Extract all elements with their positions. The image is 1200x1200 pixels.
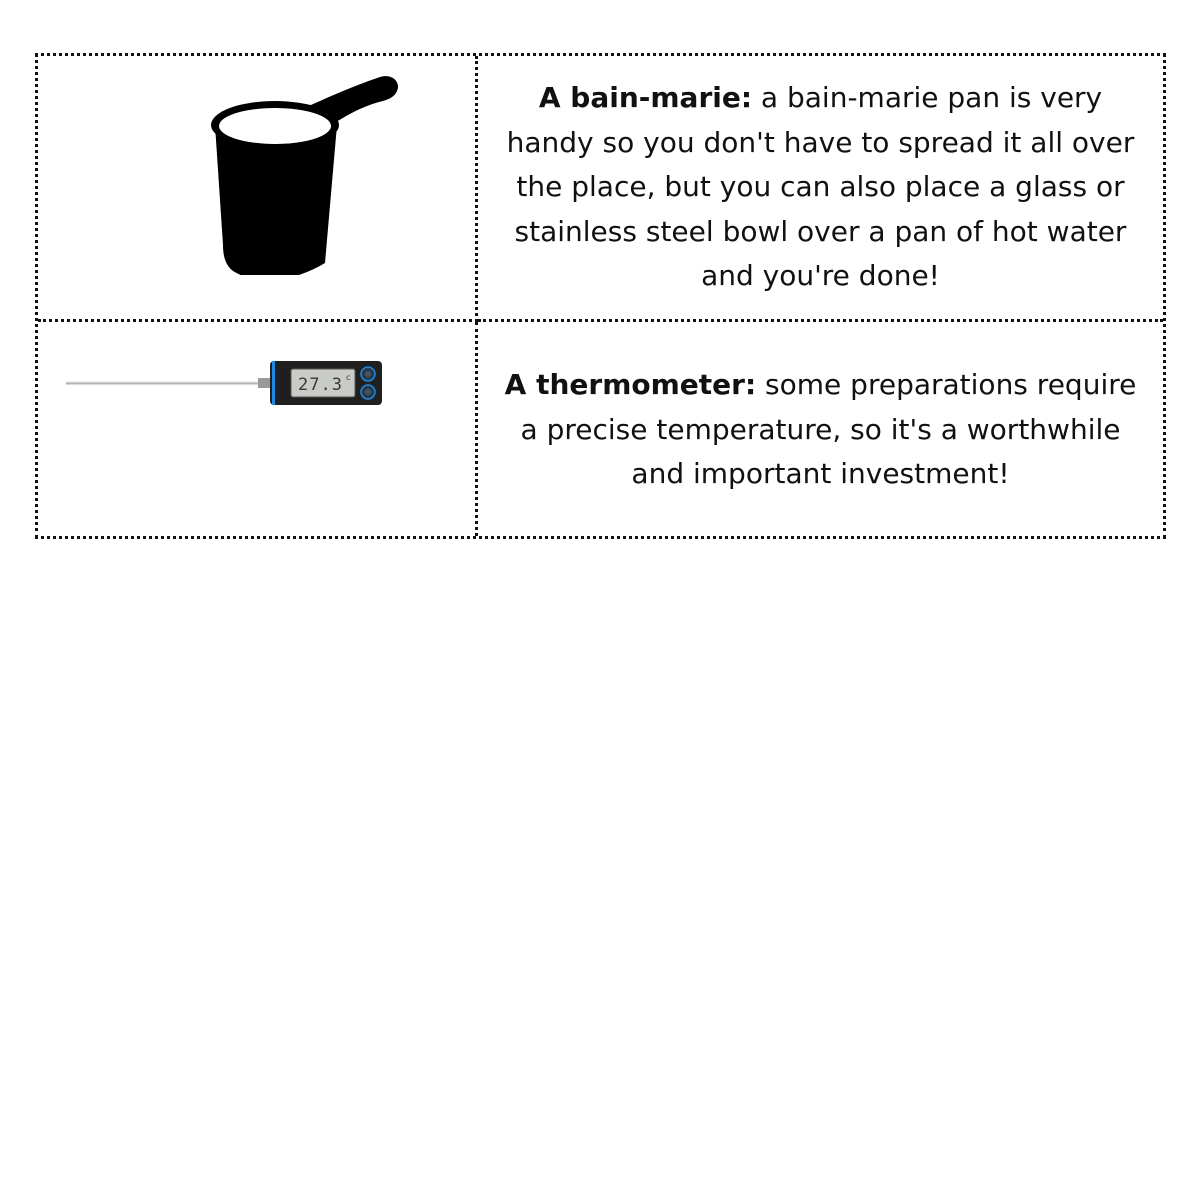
bain-marie-description: a bain-marie pan is very handy so you don't have to spread it all over the place, but you can also place a glass or stainless steel bowl over a pan of hot water and you're done!	[506, 81, 1135, 293]
bain-marie-image-cell	[38, 56, 478, 322]
thermometer-term: A thermometer:	[504, 368, 757, 401]
equipment-table	[35, 53, 1166, 539]
thermometer-image-cell	[38, 322, 478, 536]
thermometer-description-cell	[478, 322, 1163, 536]
digital-thermometer-icon	[66, 360, 386, 410]
thermometer-unit: c	[346, 373, 351, 382]
thermometer-description: some preparations require a precise temperature, so it's a worthwhile and important investment!	[520, 368, 1137, 490]
bain-marie-description-cell	[478, 56, 1163, 322]
saucepan-icon	[175, 75, 401, 275]
bain-marie-term: A bain-marie:	[538, 81, 753, 115]
thermometer-readout: 27.3	[298, 375, 343, 395]
